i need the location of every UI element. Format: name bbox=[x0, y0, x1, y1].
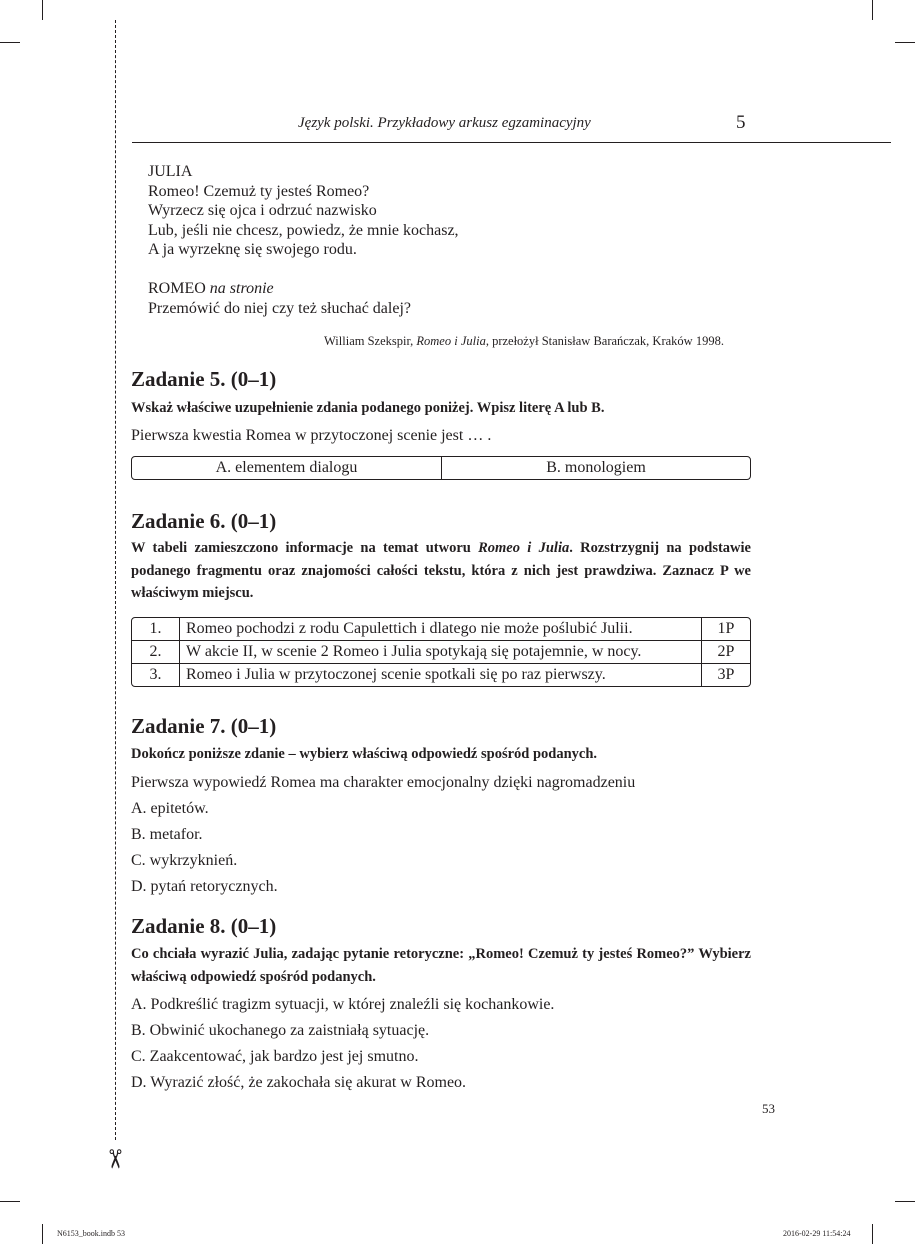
task-7-option-b[interactable]: B. metafor. bbox=[131, 826, 203, 843]
task-5-title: Zadanie 5. (0–1) bbox=[131, 367, 277, 391]
crop-mark bbox=[42, 0, 43, 20]
header-rule bbox=[132, 142, 891, 143]
table-row bbox=[132, 663, 750, 686]
crop-mark bbox=[0, 1201, 20, 1202]
speaker-julia: JULIA bbox=[148, 163, 193, 180]
task-7-option-c[interactable]: C. wykrzyknień. bbox=[131, 852, 238, 869]
crop-mark bbox=[0, 42, 20, 43]
task-7-instruction: Dokończ poniższe zdanie – wybierz właściwą odpowiedź spośród podanych. bbox=[131, 746, 598, 762]
task-8-option-b[interactable]: B. Obwinić ukochanego za zaistniałą sytuację. bbox=[131, 1022, 430, 1039]
crop-mark bbox=[895, 42, 915, 43]
task-8-instruction: Co chciała wyrazić Julia, zadając pytanie retoryczne: „Romeo! Czemuż ty jesteś Romeo?” Wybierz właściwą odpowiedź spośród podanych. bbox=[131, 946, 751, 985]
row-mark-p[interactable]: 3P bbox=[701, 663, 750, 686]
verse-line: Wyrzecz się ojca i odrzuć nazwisko bbox=[148, 202, 377, 219]
task-6-title: Zadanie 6. (0–1) bbox=[131, 509, 277, 533]
option-b[interactable]: B. monologiem bbox=[441, 457, 750, 479]
verse-line: Przemówić do niej czy też słuchać dalej? bbox=[148, 299, 411, 317]
running-header-page: 5 bbox=[736, 112, 746, 133]
verse-line: A ja wyrzeknę się swojego rodu. bbox=[148, 241, 357, 258]
crop-mark bbox=[42, 1224, 43, 1244]
crop-mark bbox=[895, 1201, 915, 1202]
slug-timestamp: 2016-02-29 11:54:24 bbox=[783, 1229, 851, 1238]
row-statement: Romeo pochodzi z rodu Capulettich i dlatego nie może poślubić Julii. bbox=[179, 618, 701, 640]
stage-direction: na stronie bbox=[209, 280, 274, 297]
table-row bbox=[132, 640, 750, 663]
task-5-sentence: Pierwsza kwestia Romea w przytoczonej scenie jest … . bbox=[131, 427, 492, 444]
row-statement: W akcie II, w scenie 2 Romeo i Julia spotykają się potajemnie, w nocy. bbox=[179, 640, 701, 663]
task-8-title: Zadanie 8. (0–1) bbox=[131, 914, 277, 938]
row-statement: Romeo i Julia w przytoczonej scenie spotkali się po raz pierwszy. bbox=[179, 663, 701, 686]
scissors-icon: ✂ bbox=[98, 1148, 129, 1170]
row-number: 2. bbox=[132, 640, 179, 663]
speaker-romeo: ROMEO na stronie bbox=[148, 280, 274, 297]
cut-line bbox=[115, 20, 116, 1140]
crop-mark bbox=[872, 0, 873, 20]
task-8-option-d[interactable]: D. Wyrazić złość, że zakochała się akurat w Romeo. bbox=[131, 1074, 467, 1091]
drama-fragment bbox=[148, 162, 459, 318]
crop-mark bbox=[872, 1224, 873, 1244]
task-5-instruction: Wskaż właściwe uzupełnienie zdania podanego poniżej. Wpisz literę A lub B. bbox=[131, 400, 605, 416]
book-page-number: 53 bbox=[762, 1101, 775, 1116]
table-row bbox=[132, 618, 750, 640]
verse-line: Romeo! Czemuż ty jesteś Romeo? bbox=[148, 182, 370, 200]
slug-file: N6153_book.indb 53 bbox=[57, 1229, 125, 1238]
task-7-option-a[interactable]: A. epitetów. bbox=[131, 800, 209, 817]
running-header-title: Język polski. Przykładowy arkusz egzaminacyjny bbox=[298, 115, 591, 131]
row-mark-p[interactable]: 2P bbox=[701, 640, 750, 663]
task-7-sentence: Pierwsza wypowiedź Romea ma charakter emocjonalny dzięki nagromadzeniu bbox=[131, 774, 636, 791]
option-a[interactable]: A. elementem dialogu bbox=[215, 459, 358, 476]
row-number: 1. bbox=[149, 620, 162, 637]
task-5-options bbox=[131, 456, 751, 480]
task-6-table bbox=[131, 617, 751, 687]
task-8-option-c[interactable]: C. Zaakcentować, jak bardzo jest jej smutno. bbox=[131, 1048, 419, 1065]
row-number: 3. bbox=[132, 663, 179, 686]
task-7-title: Zadanie 7. (0–1) bbox=[131, 714, 277, 738]
task-6-instruction: W tabeli zamieszczono informacje na temat utworu Romeo i Julia. Rozstrzygnij na podstawie podanego fragmentu oraz znajomości całości tekstu, która z nich jest prawdziwa. Zaznacz P we właściwym miejscu. bbox=[131, 540, 751, 601]
task-7-option-d[interactable]: D. pytań retorycznych. bbox=[131, 878, 278, 895]
verse-line: Lub, jeśli nie chcesz, powiedz, że mnie kochasz, bbox=[148, 221, 459, 239]
source-citation: William Szekspir, Romeo i Julia, przełożył Stanisław Barańczak, Kraków 1998. bbox=[324, 334, 724, 348]
row-mark-p[interactable]: 1P bbox=[701, 618, 750, 640]
task-8-option-a[interactable]: A. Podkreślić tragizm sytuacji, w której znaleźli się kochankowie. bbox=[131, 996, 555, 1013]
